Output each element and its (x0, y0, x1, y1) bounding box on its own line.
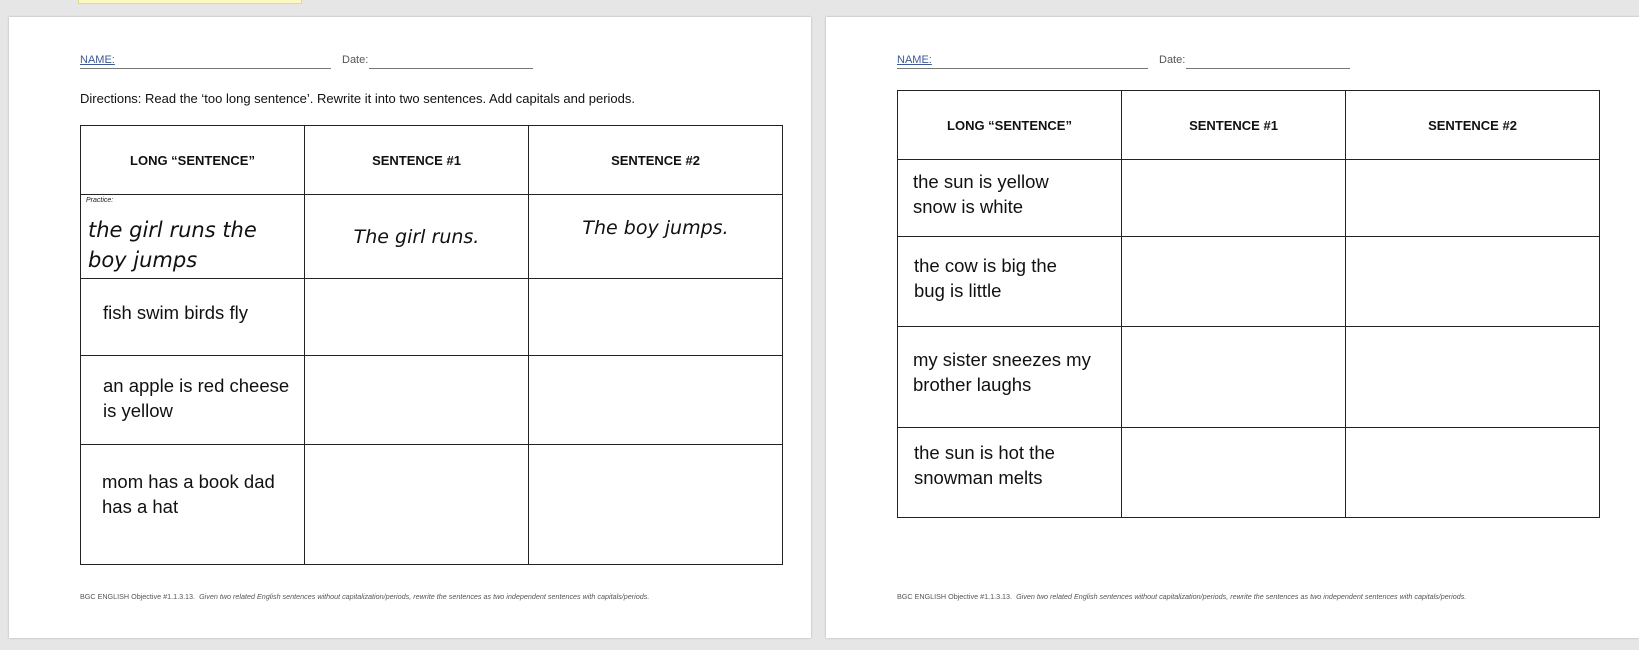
sentence-2-cell[interactable] (1346, 327, 1600, 428)
name-date-row (897, 54, 1357, 74)
table-row (898, 160, 1600, 237)
sentence-2-cell[interactable] (1346, 160, 1600, 237)
sentence-1-cell[interactable] (1122, 428, 1346, 518)
table-row (81, 356, 783, 445)
sentence-table (80, 125, 783, 565)
sentence-2-cell[interactable] (529, 445, 783, 565)
practice-row (81, 195, 783, 279)
long-sentence-line: brother laughs (913, 374, 1032, 395)
footer-text: Given two related English sentences without capitalization/periods, rewrite the sentences as two independent sentences with capitals/periods. (1016, 592, 1467, 601)
long-sentence-line: has a hat (102, 496, 179, 517)
sentence-2-cell[interactable] (1346, 428, 1600, 518)
long-sentence-cell[interactable] (81, 445, 305, 565)
table-row (898, 327, 1600, 428)
table-header-row (81, 126, 783, 195)
long-sentence-line: the sun is hot the (914, 442, 1055, 463)
practice-sentence-2-cell[interactable] (529, 195, 783, 279)
table-row (898, 428, 1600, 518)
long-sentence-cell[interactable] (898, 428, 1122, 518)
long-sentence-line: mom has a book dad (102, 471, 275, 492)
name-line (897, 68, 1148, 69)
worksheet-page-1 (9, 17, 811, 638)
sentence-1-cell[interactable] (305, 445, 529, 565)
long-sentence-line: fish swim birds fly (103, 301, 248, 323)
objective-footer (80, 592, 649, 601)
table-row (81, 279, 783, 356)
long-sentence-line: snowman melts (914, 467, 1043, 488)
practice-sentence-1-cell[interactable] (305, 195, 529, 279)
practice-long-sentence: the girl runs the boy jumps (88, 218, 257, 272)
header-sentence-1: SENTENCE #1 (1122, 91, 1346, 160)
name-line (80, 68, 331, 69)
date-line (369, 68, 533, 69)
long-sentence-line: the sun is yellow (913, 171, 1049, 192)
header-sentence-2: SENTENCE #2 (1346, 91, 1600, 160)
header-long-sentence: LONG “SENTENCE” (81, 126, 305, 195)
long-sentence-line: an apple is red cheese (103, 375, 290, 396)
long-sentence-cell[interactable] (81, 279, 305, 356)
footer-code: BGC ENGLISH Objective #1.1.3.13. (897, 592, 1013, 601)
table-row (898, 237, 1600, 327)
long-sentence-cell[interactable] (898, 160, 1122, 237)
sentence-2-cell[interactable] (529, 279, 783, 356)
footer-code: BGC ENGLISH Objective #1.1.3.13. (80, 592, 196, 601)
practice-sentence-1: The girl runs. (353, 225, 480, 248)
long-sentence-line: is yellow (103, 400, 173, 421)
sentence-table (897, 90, 1600, 518)
worksheet-page-2 (826, 17, 1639, 638)
name-label: NAME: (80, 54, 115, 66)
header-long-sentence: LONG “SENTENCE” (898, 91, 1122, 160)
long-sentence-line: my sister sneezes my (913, 349, 1091, 370)
table-header-row (898, 91, 1600, 160)
header-sentence-1: SENTENCE #1 (305, 126, 529, 195)
long-sentence-cell[interactable] (898, 237, 1122, 327)
sentence-1-cell[interactable] (1122, 160, 1346, 237)
table-row (81, 445, 783, 565)
long-sentence-line: snow is white (913, 196, 1024, 217)
header-sentence-2: SENTENCE #2 (529, 126, 783, 195)
long-sentence-line: the cow is big the (914, 254, 1057, 276)
practice-sentence-2: The boy jumps. (582, 217, 729, 239)
sentence-1-cell[interactable] (305, 356, 529, 445)
long-sentence-cell[interactable] (81, 356, 305, 445)
sentence-1-cell[interactable] (1122, 327, 1346, 428)
date-line (1186, 68, 1350, 69)
practice-long-cell[interactable] (81, 195, 305, 279)
sentence-2-cell[interactable] (529, 356, 783, 445)
practice-label: Practice: (86, 197, 114, 204)
sentence-1-cell[interactable] (305, 279, 529, 356)
sticky-note[interactable] (78, 0, 302, 4)
directions-text: Directions: Read the ‘too long sentence’. Rewrite it into two sentences. Add capitals and periods. (80, 91, 635, 106)
footer-text: Given two related English sentences without capitalization/periods, rewrite the sentences as two independent sentences with capitals/periods. (199, 592, 650, 601)
sentence-1-cell[interactable] (1122, 237, 1346, 327)
objective-footer (897, 592, 1466, 601)
sentence-2-cell[interactable] (1346, 237, 1600, 327)
long-sentence-line: bug is little (914, 279, 1002, 301)
long-sentence-cell[interactable] (898, 327, 1122, 428)
date-label: Date: (342, 54, 369, 66)
date-label: Date: (1159, 54, 1186, 66)
name-label: NAME: (897, 54, 932, 66)
name-date-row (80, 54, 540, 74)
